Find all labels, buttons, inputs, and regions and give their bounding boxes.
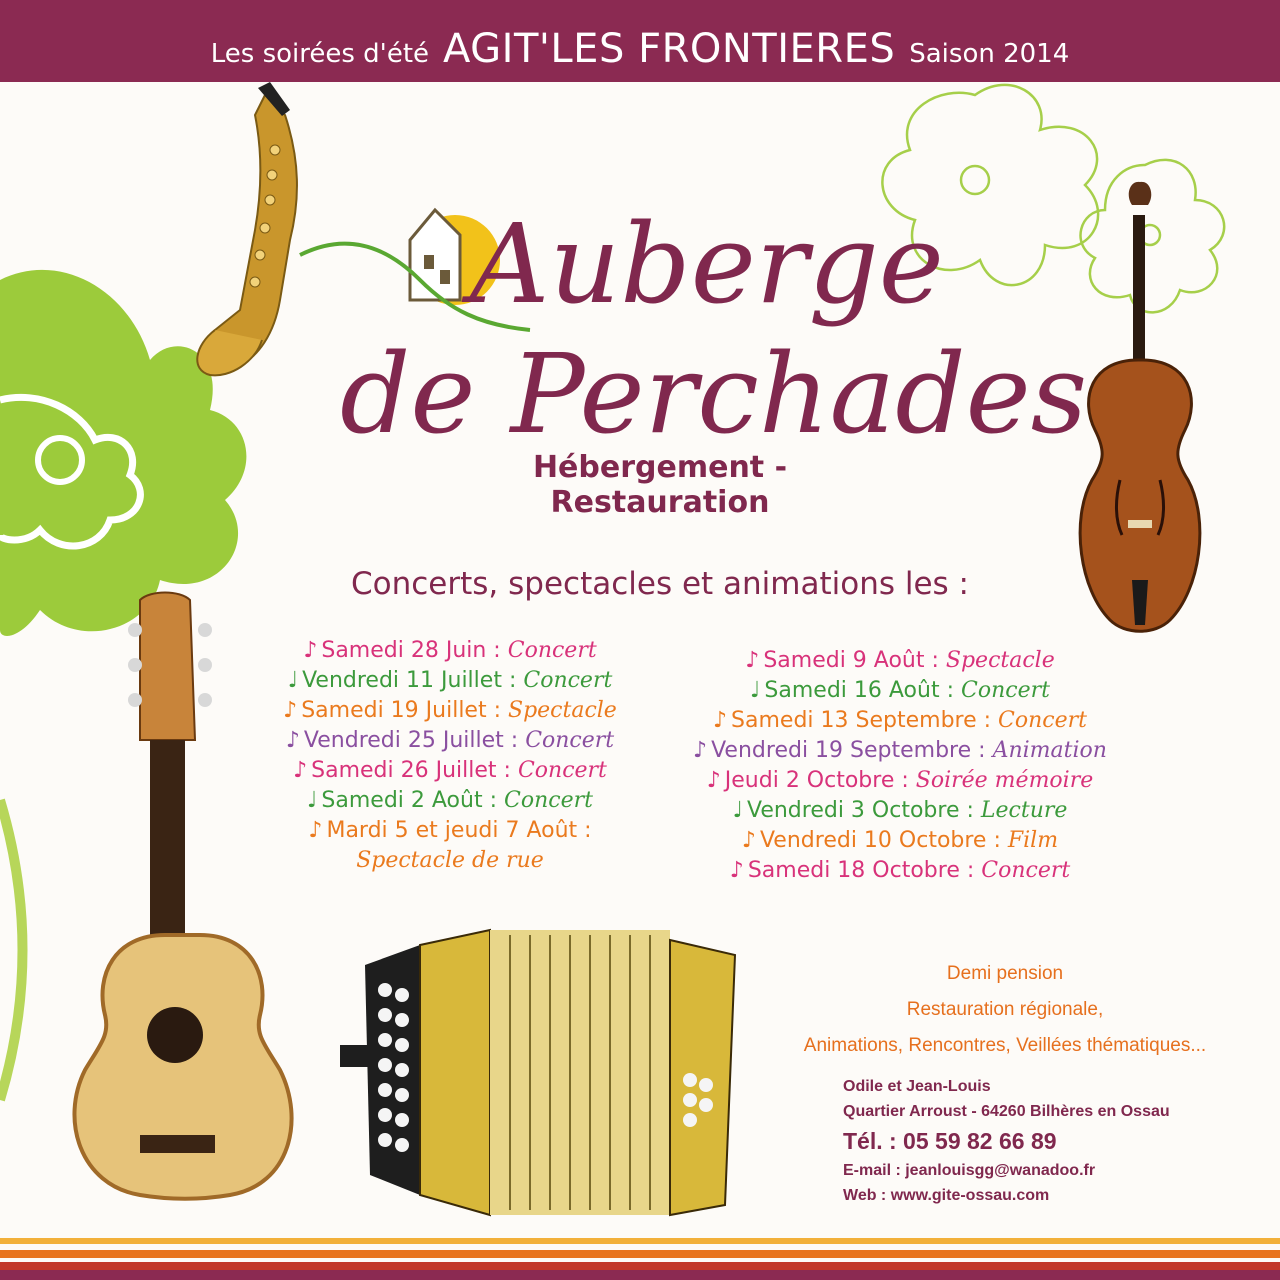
event-kind: Concert xyxy=(981,858,1071,883)
event-date: Vendredi 3 Octobre : xyxy=(746,798,974,823)
music-note-icon: ♪ xyxy=(741,828,756,853)
contact-phone[interactable]: Tél. : 05 59 82 66 89 xyxy=(843,1128,1057,1154)
logo-line-2: de Perchades xyxy=(340,330,1088,458)
music-note-icon: ♩ xyxy=(307,788,318,813)
event-date: Samedi 16 Août : xyxy=(764,678,954,703)
curve-decoration xyxy=(0,800,23,1100)
music-note-icon: ♪ xyxy=(706,768,721,793)
contact-names: Odile et Jean-Louis xyxy=(843,1078,991,1095)
event-item xyxy=(240,666,660,696)
event-date: Samedi 26 Juillet : xyxy=(311,758,511,783)
event-date: Vendredi 19 Septembre : xyxy=(711,738,986,763)
music-note-icon: ♩ xyxy=(750,678,761,703)
event-item xyxy=(240,786,660,816)
event-item xyxy=(240,846,660,876)
event-kind: Concert xyxy=(525,728,615,753)
event-date: Samedi 18 Octobre : xyxy=(747,858,975,883)
music-note-icon: ♪ xyxy=(293,758,308,783)
event-date: Samedi 13 Septembre : xyxy=(731,708,992,733)
event-date: Samedi 9 Août : xyxy=(763,648,939,673)
event-date: Mardi 5 et jeudi 7 Août : xyxy=(326,818,592,843)
event-item xyxy=(660,676,1140,706)
services-info xyxy=(780,956,1230,1064)
music-note-icon: ♪ xyxy=(285,728,300,753)
music-note-icon: ♩ xyxy=(287,668,299,693)
event-item xyxy=(660,856,1140,886)
banner-suffix: Saison 2014 xyxy=(909,39,1070,69)
event-item xyxy=(660,646,1140,676)
event-item xyxy=(240,726,660,756)
event-item xyxy=(660,736,1140,766)
event-date: Vendredi 10 Octobre : xyxy=(759,828,1001,853)
event-date: Vendredi 11 Juillet : xyxy=(302,668,517,693)
event-kind: Film xyxy=(1007,828,1059,853)
info-line: Animations, Rencontres, Veillées thématiques... xyxy=(803,1035,1207,1056)
info-line: Demi pension xyxy=(946,963,1064,984)
contact-block xyxy=(843,1074,1263,1208)
banner-title: AGIT'LES FRONTIERES xyxy=(443,26,896,72)
event-kind: Concert xyxy=(523,668,613,693)
event-item xyxy=(660,796,1140,826)
event-date: Samedi 2 Août : xyxy=(321,788,497,813)
event-kind: Concert xyxy=(998,708,1087,733)
event-item xyxy=(240,756,660,786)
event-date: Jeudi 2 Octobre : xyxy=(724,768,909,793)
event-kind: Concert xyxy=(507,638,597,663)
logo-line-1: Auberge xyxy=(470,200,944,328)
flower-icon xyxy=(0,270,246,636)
event-item xyxy=(660,766,1140,796)
event-kind: Concert xyxy=(504,788,593,813)
event-kind: Spectacle xyxy=(945,648,1055,673)
event-item xyxy=(240,636,660,666)
event-kind: Spectacle de rue xyxy=(356,848,544,873)
contact-web[interactable]: Web : www.gite-ossau.com xyxy=(843,1187,1050,1204)
event-date: Samedi 19 Juillet : xyxy=(301,698,501,723)
bottom-stripes xyxy=(0,1238,1280,1280)
event-item xyxy=(240,816,660,846)
event-date: Samedi 28 Juin : xyxy=(321,638,501,663)
event-kind: Soirée mémoire xyxy=(915,768,1094,793)
event-item xyxy=(660,706,1140,736)
event-item xyxy=(240,696,660,726)
event-item xyxy=(660,826,1140,856)
subtitle: Hébergement - Restauration xyxy=(532,450,788,520)
music-note-icon: ♪ xyxy=(745,648,760,673)
music-note-icon: ♪ xyxy=(729,858,744,883)
music-note-icon: ♪ xyxy=(303,638,318,663)
saxophone-icon xyxy=(197,82,297,375)
music-note-icon: ♩ xyxy=(732,798,743,823)
event-kind: Spectacle xyxy=(508,698,617,723)
event-date: Vendredi 25 Juillet : xyxy=(303,728,519,753)
contact-address: Quartier Arroust - 64260 Bilhères en Ossau xyxy=(843,1103,1170,1120)
intro-heading: Concerts, spectacles et animations les : xyxy=(350,566,970,602)
event-kind: Animation xyxy=(992,738,1107,763)
contact-email[interactable]: E-mail : jeanlouisgg@wanadoo.fr xyxy=(843,1162,1096,1179)
events-left-list xyxy=(240,636,660,876)
info-line: Restauration régionale, xyxy=(906,999,1104,1020)
music-note-icon: ♪ xyxy=(713,708,728,733)
accordion-icon xyxy=(340,930,735,1215)
music-note-icon: ♪ xyxy=(693,738,708,763)
event-kind: Lecture xyxy=(980,798,1068,823)
event-kind: Concert xyxy=(517,758,607,783)
music-note-icon: ♪ xyxy=(308,818,323,843)
music-note-icon: ♪ xyxy=(283,698,298,723)
events-right-list xyxy=(660,646,1140,886)
event-kind: Concert xyxy=(961,678,1050,703)
banner-prefix: Les soirées d'été xyxy=(210,39,430,69)
